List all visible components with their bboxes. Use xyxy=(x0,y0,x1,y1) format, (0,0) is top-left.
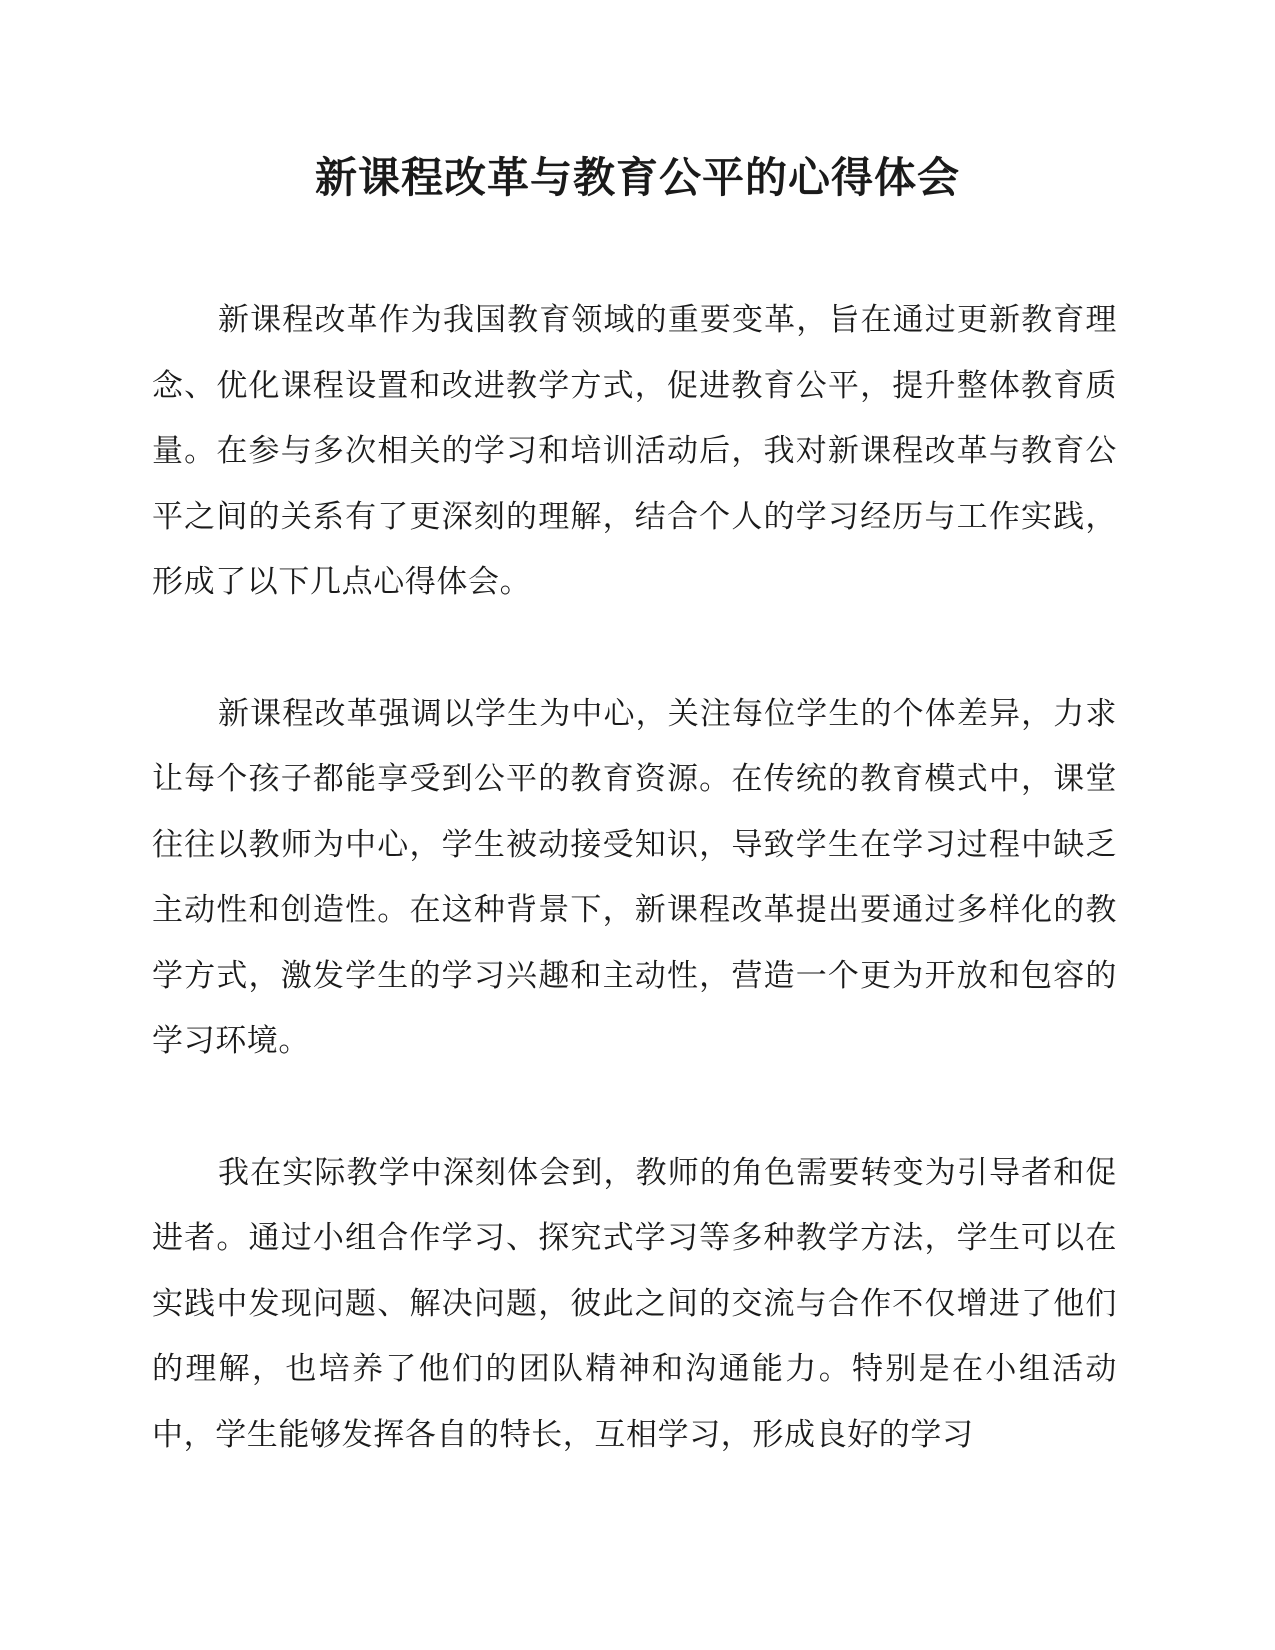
paragraph-1: 新课程改革作为我国教育领域的重要变革，旨在通过更新教育理念、优化课程设置和改进教学方式，促进教育公平，提升整体教育质量。在参与多次相关的学习和培训活动后，我对新课程改革与教育公平之间的关系有了更深刻的理解，结合个人的学习经历与工作实践，形成了以下几点心得体会。 xyxy=(152,302,1117,600)
document-title: 新课程改革与教育公平的心得体会 xyxy=(314,153,960,202)
paragraph-2: 新课程改革强调以学生为中心，关注每位学生的个体差异，力求让每个孩子都能享受到公平的教育资源。在传统的教育模式中，课堂往往以教师为中心，学生被动接受知识，导致学生在学习过程中缺乏主动性和创造性。在这种背景下，新课程改革提出要通过多样化的教学方式，激发学生的学习兴趣和主动性，营造一个更为开放和包容的学习环境。 xyxy=(152,695,1117,1059)
paragraph-3: 我在实际教学中深刻体会到，教师的角色需要转变为引导者和促进者。通过小组合作学习、探究式学习等多种教学方法，学生可以在实践中发现问题、解决问题，彼此之间的交流与合作不仅增进了他们的理解，也培养了他们的团队精神和沟通能力。特别是在小组活动中，学生能够发挥各自的特长，互相学习，形成良好的学习 xyxy=(152,1154,1117,1453)
document-body xyxy=(152,288,1117,1468)
